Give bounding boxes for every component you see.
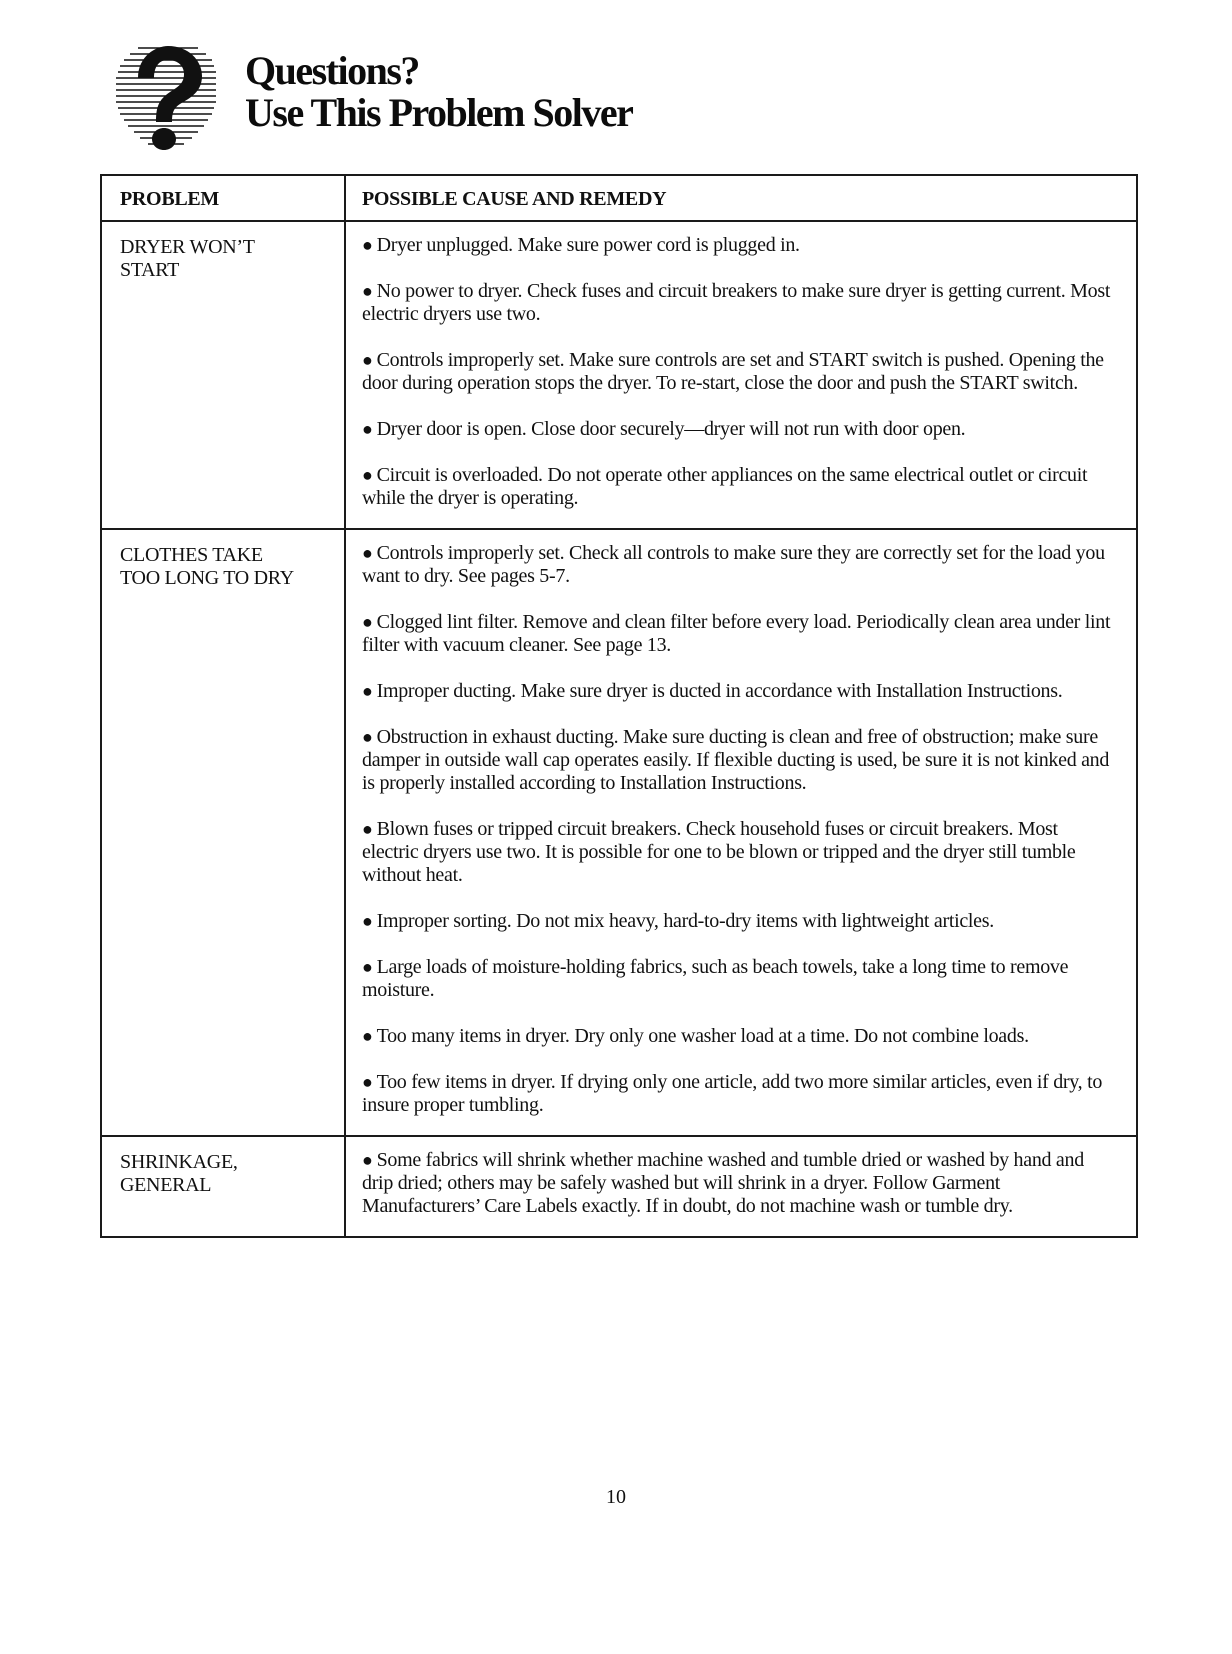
remedy-item: ● Blown fuses or tripped circuit breakers. Check household fuses or circuit breakers. Most electric dryers use two. It is possible for one to be blown or tripped and the dryer still tumble without heat.: [362, 818, 1076, 886]
column-header-remedy: POSSIBLE CAUSE AND REMEDY: [362, 188, 667, 210]
bullet-icon: ●: [362, 543, 373, 563]
bullet-icon: ●: [362, 612, 373, 632]
bullet-icon: ●: [362, 727, 373, 747]
table-row: [102, 530, 1136, 1137]
remedy-cell: [346, 222, 1136, 528]
column-header-problem: PROBLEM: [102, 176, 346, 220]
title-line-1: Questions?: [245, 48, 419, 93]
table-row: [102, 1137, 1136, 1236]
bullet-icon: ●: [362, 1026, 373, 1046]
remedy-item: ● Too many items in dryer. Dry only one washer load at a time. Do not combine loads.: [362, 1025, 1029, 1047]
bullet-icon: ●: [362, 419, 373, 439]
remedy-item: ● Improper ducting. Make sure dryer is ducted in accordance with Installation Instructions.: [362, 680, 1063, 702]
remedy-item: ● Controls improperly set. Check all controls to make sure they are correctly set for the load you want to dry. See pages 5-7.: [362, 542, 1105, 587]
bullet-icon: ●: [362, 957, 373, 977]
question-mark-icon: [108, 42, 218, 152]
remedy-item: ● Circuit is overloaded. Do not operate other appliances on the same electrical outlet or circuit while the dryer is operating.: [362, 464, 1088, 509]
remedy-cell: [346, 1137, 1136, 1236]
problem-cell: DRYER WON’T START: [102, 222, 346, 528]
page-title: [245, 50, 632, 134]
bullet-icon: ●: [362, 911, 373, 931]
table-header-row: [102, 176, 1136, 222]
bullet-icon: ●: [362, 465, 373, 485]
remedy-item: ● Improper sorting. Do not mix heavy, hard-to-dry items with lightweight articles.: [362, 910, 994, 932]
remedy-item: ● No power to dryer. Check fuses and circuit breakers to make sure dryer is getting current. Most electric dryers use two.: [362, 280, 1111, 325]
remedy-item: ● Too few items in dryer. If drying only one article, add two more similar articles, even if dry, to insure proper tumbling.: [362, 1071, 1103, 1116]
problem-cell: SHRINKAGE, GENERAL: [102, 1137, 346, 1236]
bullet-icon: ●: [362, 235, 373, 255]
bullet-icon: ●: [362, 819, 373, 839]
remedy-item: ● Controls improperly set. Make sure controls are set and START switch is pushed. Opening the door during operation stops the dryer. To re-start, close the door and push the START switch.: [362, 349, 1104, 394]
remedy-cell: [346, 530, 1136, 1135]
remedy-item: ● Dryer door is open. Close door securely—dryer will not run with door open.: [362, 418, 966, 440]
remedy-item: ● Some fabrics will shrink whether machine washed and tumble dried or washed by hand and drip dried; others may be safely washed but will shrink in a dryer. Follow Garment Manufacturers’ Care Labels exactly. If in doubt, do not machine wash or tumble dry.: [362, 1149, 1084, 1217]
problem-cell: CLOTHES TAKE TOO LONG TO DRY: [102, 530, 346, 1135]
page-number: 10: [606, 1486, 626, 1508]
problem-solver-table: [100, 174, 1138, 1238]
bullet-icon: ●: [362, 1150, 373, 1170]
table-row: [102, 222, 1136, 530]
remedy-item: ● Clogged lint filter. Remove and clean filter before every load. Periodically clean area under lint filter with vacuum cleaner. See page 13.: [362, 611, 1111, 656]
bullet-icon: ●: [362, 281, 373, 301]
page-header: [108, 40, 728, 150]
remedy-item: ● Dryer unplugged. Make sure power cord is plugged in.: [362, 234, 800, 256]
remedy-item: ● Large loads of moisture-holding fabrics, such as beach towels, take a long time to remove moisture.: [362, 956, 1069, 1001]
bullet-icon: ●: [362, 1072, 373, 1092]
bullet-icon: ●: [362, 350, 373, 370]
title-line-2: Use This Problem Solver: [245, 90, 633, 135]
remedy-item: ● Obstruction in exhaust ducting. Make sure ducting is clean and free of obstruction; make sure damper in outside wall cap operates easily. If flexible ducting is used, be sure it is not kinked and is properly installed according to Installation Instructions.: [362, 726, 1110, 794]
bullet-icon: ●: [362, 681, 373, 701]
